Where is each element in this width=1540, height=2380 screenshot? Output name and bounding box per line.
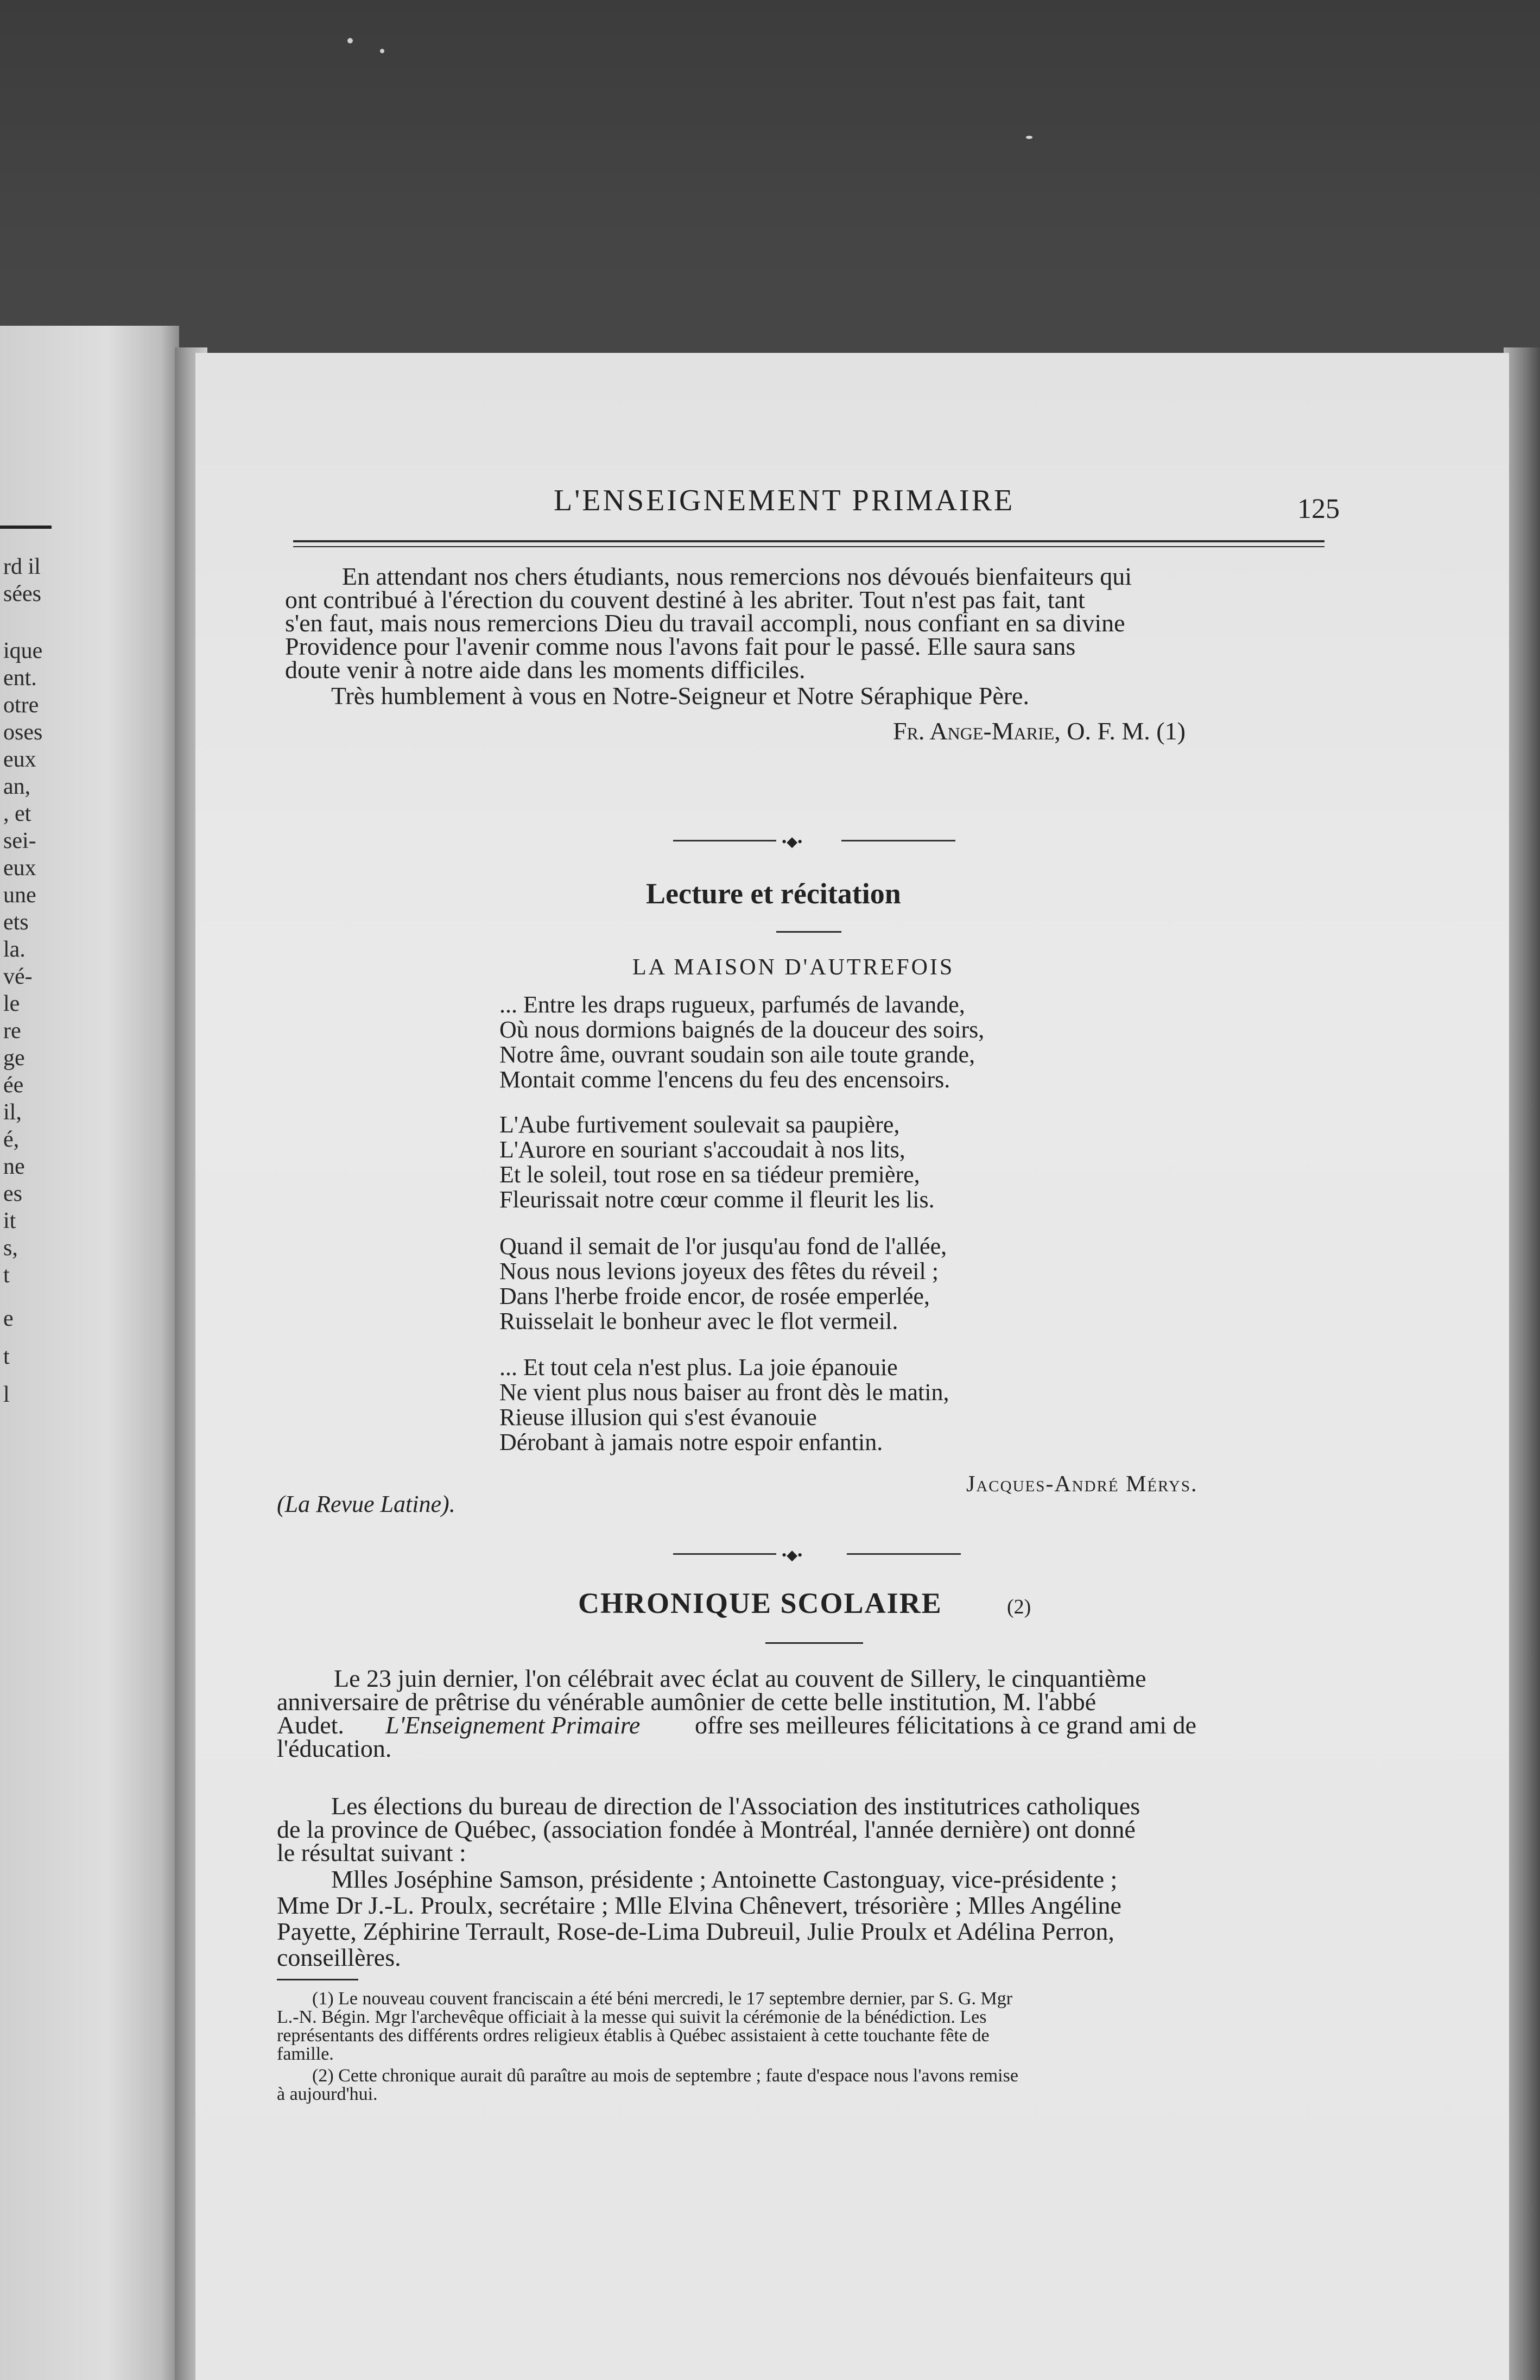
footnote-line: L.-N. Bégin. Mgr l'archevêque officiait à la messe qui suivit la cérémonie de la bénédiction. Les [277, 2007, 987, 2027]
poem-line: Où nous dormions baignés de la douceur des soirs, [499, 1016, 985, 1043]
section-title-lecture: Lecture et récitation [646, 877, 901, 910]
letter-line: doute venir à notre aide dans les moments difficiles. [285, 656, 806, 683]
left-fragment-text: la. [3, 937, 26, 962]
chronique-line: Les élections du bureau de direction de l'Association des institutrices catholiques [331, 1792, 1140, 1820]
left-fragment-text: es [3, 1181, 22, 1206]
chronique-line: de la province de Québec, (association fondée à Montréal, l'année dernière) ont donné [277, 1815, 1136, 1843]
footnote-line: à aujourd'hui. [277, 2084, 378, 2104]
left-fragment-text: ent. [3, 666, 37, 691]
poem-line: L'Aurore en souriant s'accoudait à nos lits, [499, 1136, 905, 1163]
footnote-rule [277, 1979, 358, 1980]
chronique-line: Payette, Zéphirine Terrault, Rose-de-Lima Dubreuil, Julie Proulx et Adélina Perron, [277, 1917, 1114, 1945]
ornament-divider [673, 834, 955, 850]
chronique-line: le résultat suivant : [277, 1839, 466, 1866]
left-fragment-text: ique [3, 638, 43, 663]
chronique-line: Le 23 juin dernier, l'on célébrait avec éclat au couvent de Sillery, le cinquantième [334, 1664, 1146, 1692]
left-fragment-text: ge [3, 1046, 25, 1071]
left-fragment-text: oses [3, 720, 43, 745]
poem-line: ... Et tout cela n'est plus. La joie épanouie [499, 1354, 898, 1381]
poem-author: Jacques-André Mérys. [966, 1472, 1198, 1497]
left-fragment-text: sei- [3, 828, 36, 853]
left-fragment-text: s, [3, 1236, 18, 1261]
poem-line: Ne vient plus nous baiser au front dès le matin, [499, 1379, 949, 1406]
page-edge-shadow [1504, 347, 1540, 2380]
chronique-line: Mlles Joséphine Samson, présidente ; Antoinette Castonguay, vice-présidente ; [331, 1865, 1118, 1893]
left-fragment-text: il, [3, 1100, 22, 1125]
ornament-icon: •◆• [782, 1547, 803, 1563]
left-fragment-text: e [3, 1306, 14, 1331]
chronique-line: offre ses meilleures félicitations à ce grand ami de [695, 1711, 1196, 1739]
left-fragment-text: é, [3, 1127, 20, 1152]
left-fragment-text: eux [3, 856, 36, 881]
section-title-chronique: CHRONIQUE SCOLAIRE [578, 1587, 942, 1619]
left-fragment-text: , et [3, 801, 31, 826]
chronique-line: anniversaire de prêtrise du vénérable aumônier de cette belle institution, M. l'abbé [277, 1688, 1097, 1716]
ornament-icon: •◆• [782, 834, 803, 850]
footnote-line: famille. [277, 2044, 334, 2064]
left-fragment-text: ne [3, 1154, 25, 1179]
poem-line: Dans l'herbe froide encor, de rosée emperlée, [499, 1283, 930, 1309]
poem-line: Ruisselait le bonheur avec le flot vermeil. [499, 1308, 898, 1334]
letter-line: En attendant nos chers étudiants, nous remercions nos dévoués bienfaiteurs qui [342, 562, 1132, 590]
poem-line: Quand il semait de l'or jusqu'au fond de l'allée, [499, 1233, 947, 1259]
poem-source: (La Revue Latine). [277, 1491, 455, 1517]
left-fragment-text: sées [3, 581, 41, 606]
footnote-line: représentants des différents ordres religieux établis à Québec assistaient à cette touchante fête de [277, 2025, 990, 2046]
poem-line: Rieuse illusion qui s'est évanouie [499, 1404, 817, 1430]
left-fragment-text: otre [3, 693, 39, 718]
poem-line: Montait comme l'encens du feu des encensoirs. [499, 1066, 950, 1093]
poem-line: Nous nous levions joyeux des fêtes du réveil ; [499, 1258, 939, 1284]
letter-line: s'en faut, mais nous remercions Dieu du travail accompli, nous confiant en sa divine [285, 609, 1125, 637]
dust-speck [380, 49, 384, 53]
poem-line: Et le soleil, tout rose en sa tiédeur première, [499, 1161, 920, 1188]
chronique-line: conseillères. [277, 1944, 401, 1971]
left-fragment-text: eux [3, 747, 36, 772]
poem-line: Fleurissait notre cœur comme il fleurit les lis. [499, 1186, 935, 1213]
footnote-line: (2) Cette chronique aurait dû paraître au mois de septembre ; faute d'espace nous l'avons remise [312, 2066, 1018, 2086]
poem-line: L'Aube furtivement soulevait sa paupière, [499, 1111, 900, 1138]
chronique-line: Audet. [277, 1711, 344, 1739]
left-fragment-text: t [3, 1344, 10, 1369]
header-rule-bottom [293, 546, 1324, 547]
letter-line: ont contribué à l'érection du couvent destiné à les abriter. Tout n'est pas fait, tant [285, 586, 1085, 613]
chronique-footnote-ref: (2) [1007, 1596, 1031, 1618]
footnote-line: (1) Le nouveau couvent franciscain a été béni mercredi, le 17 septembre dernier, par S. G. Mgr [312, 1989, 1013, 2009]
dust-speck [347, 38, 353, 43]
ornament-divider [673, 1547, 961, 1563]
left-page-fragment [0, 326, 179, 2380]
left-fragment-text: re [3, 1018, 21, 1043]
left-fragment-text: ée [3, 1073, 24, 1098]
chronique-line: Mme Dr J.-L. Proulx, secrétaire ; Mlle Elvina Chênevert, trésorière ; Mlles Angéline [277, 1891, 1121, 1919]
chronique-line: l'éducation. [277, 1735, 392, 1762]
page-number: 125 [1297, 493, 1340, 524]
poem-line: ... Entre les draps rugueux, parfumés de lavande, [499, 991, 965, 1018]
section-title-underline [776, 931, 841, 933]
left-fragment-text: it [3, 1208, 16, 1233]
journal-name-italic: L'Enseignement Primaire [385, 1711, 641, 1739]
dust-speck [1026, 136, 1032, 139]
letter-line: Très humblement à vous en Notre-Seigneur et Notre Séraphique Père. [331, 682, 1029, 710]
left-fragment-text: une [3, 883, 36, 908]
poem-line: Dérobant à jamais notre espoir enfantin. [499, 1429, 883, 1455]
letter-line: Providence pour l'avenir comme nous l'avons fait pour le passé. Elle saura sans [285, 632, 1076, 660]
left-fragment-text: ets [3, 910, 29, 935]
left-fragment-text: le [3, 991, 20, 1016]
left-fragment-text: l [3, 1382, 10, 1407]
journal-page [195, 353, 1509, 2380]
left-page-rule [0, 526, 52, 529]
running-header-title: L'ENSEIGNEMENT PRIMAIRE [554, 484, 1015, 517]
left-fragment-text: vé- [3, 964, 33, 989]
left-fragment-text: an, [3, 774, 31, 799]
letter-signature: Fr. Ange-Marie, O. F. M. (1) [893, 717, 1186, 745]
poem-line: Notre âme, ouvrant soudain son aile toute grande, [499, 1041, 975, 1068]
left-fragment-text: t [3, 1263, 10, 1288]
poem-title: LA MAISON D'AUTREFOIS [632, 955, 955, 980]
header-rule-top [293, 540, 1324, 542]
left-fragment-text: rd il [3, 554, 41, 579]
chronique-title-underline [765, 1642, 863, 1644]
